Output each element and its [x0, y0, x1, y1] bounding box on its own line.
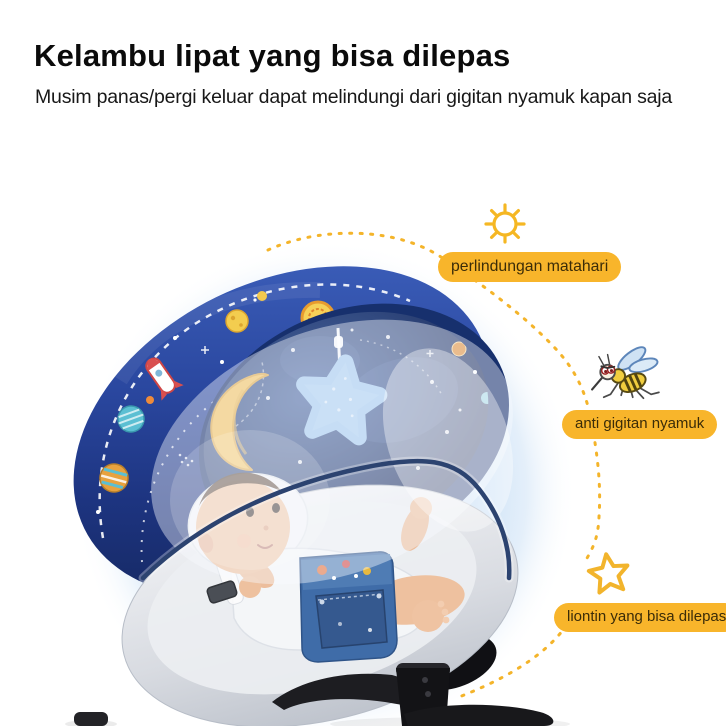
- feature-pill-detachable-pendant: liontin yang bisa dilepas: [554, 603, 726, 632]
- page-title: Kelambu lipat yang bisa dilepas: [34, 38, 511, 73]
- sun-icon: [481, 197, 529, 249]
- base-leg-left: [74, 712, 108, 726]
- print-planet-yellow: [226, 310, 248, 332]
- star-icon: [585, 551, 633, 598]
- page-subtitle: Musim panas/pergi keluar dapat melindungi dari gigitan nyamuk kapan saja: [35, 86, 673, 108]
- feature-pill-anti-mosquito: anti gigitan nyamuk: [562, 410, 717, 439]
- feature-pill-sun-protection: perlindungan matahari: [438, 252, 621, 282]
- mosquito-icon: [589, 344, 663, 404]
